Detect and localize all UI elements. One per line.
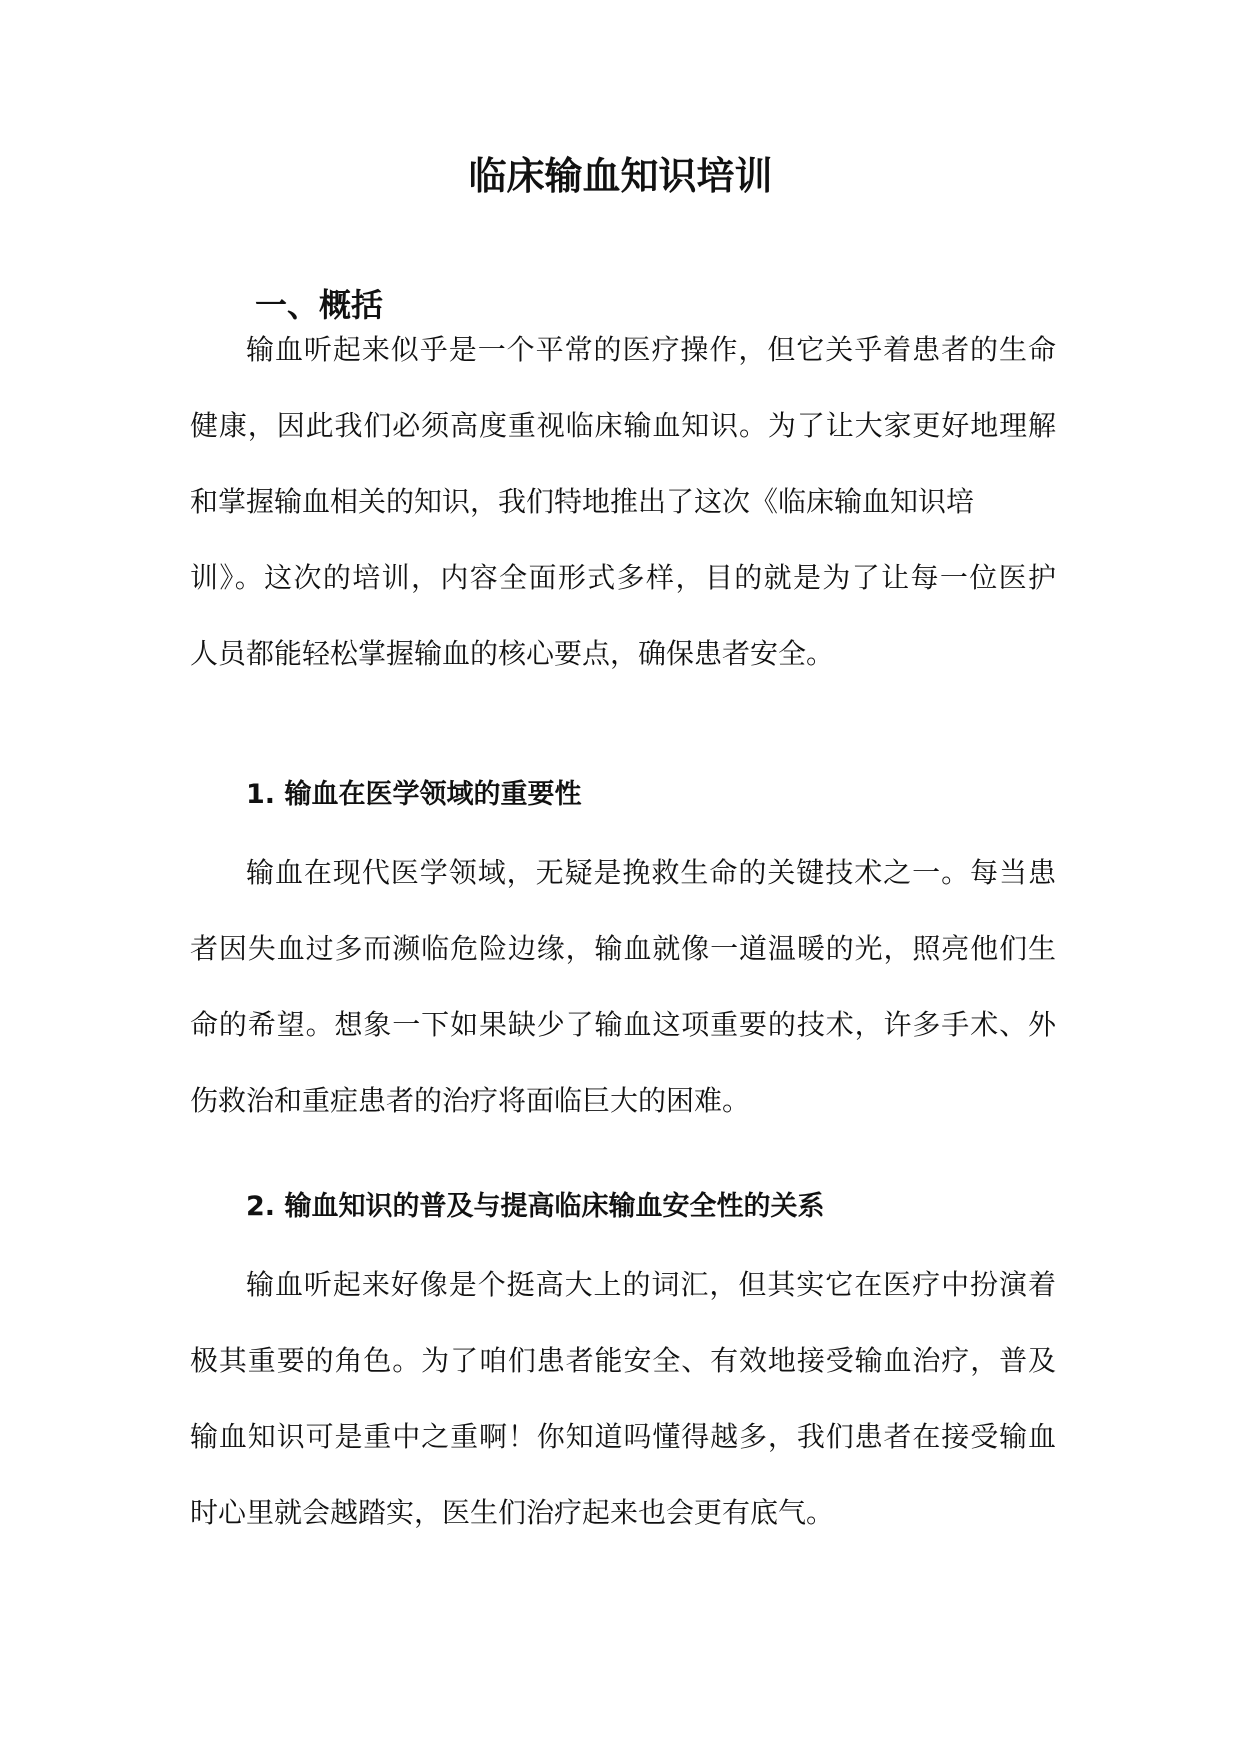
paragraph-overview	[190, 312, 1056, 692]
paragraph-line: 输血在现代医学领域，无疑是挽救生命的关键技术之一。每当患	[246, 856, 1056, 889]
paragraph-line: 输血听起来好像是个挺高大上的词汇，但其实它在医疗中扮演着	[246, 1268, 1056, 1301]
paragraph-line: 者因失血过多而濒临危险边缘，输血就像一道温暖的光，照亮他们生	[190, 932, 1056, 965]
paragraph-line: 和掌握输血相关的知识，我们特地推出了这次《临床输血知识培	[190, 485, 975, 518]
paragraph-line: 伤救治和重症患者的治疗将面临巨大的困难。	[190, 1084, 751, 1117]
paragraph-line: 训》。这次的培训，内容全面形式多样，目的就是为了让每一位医护	[190, 561, 1056, 594]
paragraph-line: 健康，因此我们必须高度重视临床输血知识。为了让大家更好地理解	[190, 409, 1056, 442]
section-heading-safety: 2. 输血知识的普及与提高临床输血安全性的关系	[246, 1191, 825, 1222]
paragraph-line: 极其重要的角色。为了咱们患者能安全、有效地接受输血治疗，普及	[190, 1344, 1056, 1377]
paragraph-line: 输血听起来似乎是一个平常的医疗操作，但它关乎着患者的生命	[246, 333, 1056, 366]
paragraph-line: 输血知识可是重中之重啊！你知道吗懂得越多，我们患者在接受输血	[190, 1420, 1056, 1453]
paragraph-safety	[190, 1247, 1056, 1551]
section-heading-overview: 一、概括	[255, 286, 384, 324]
section-heading-importance: 1. 输血在医学领域的重要性	[246, 779, 582, 810]
paragraph-line: 时心里就会越踏实，医生们治疗起来也会更有底气。	[190, 1496, 835, 1529]
paragraph-importance	[190, 835, 1056, 1139]
paragraph-line: 人员都能轻松掌握输血的核心要点，确保患者安全。	[190, 637, 835, 670]
paragraph-line: 命的希望。想象一下如果缺少了输血这项重要的技术，许多手术、外	[190, 1008, 1056, 1041]
document-title: 临床输血知识培训	[468, 154, 773, 198]
